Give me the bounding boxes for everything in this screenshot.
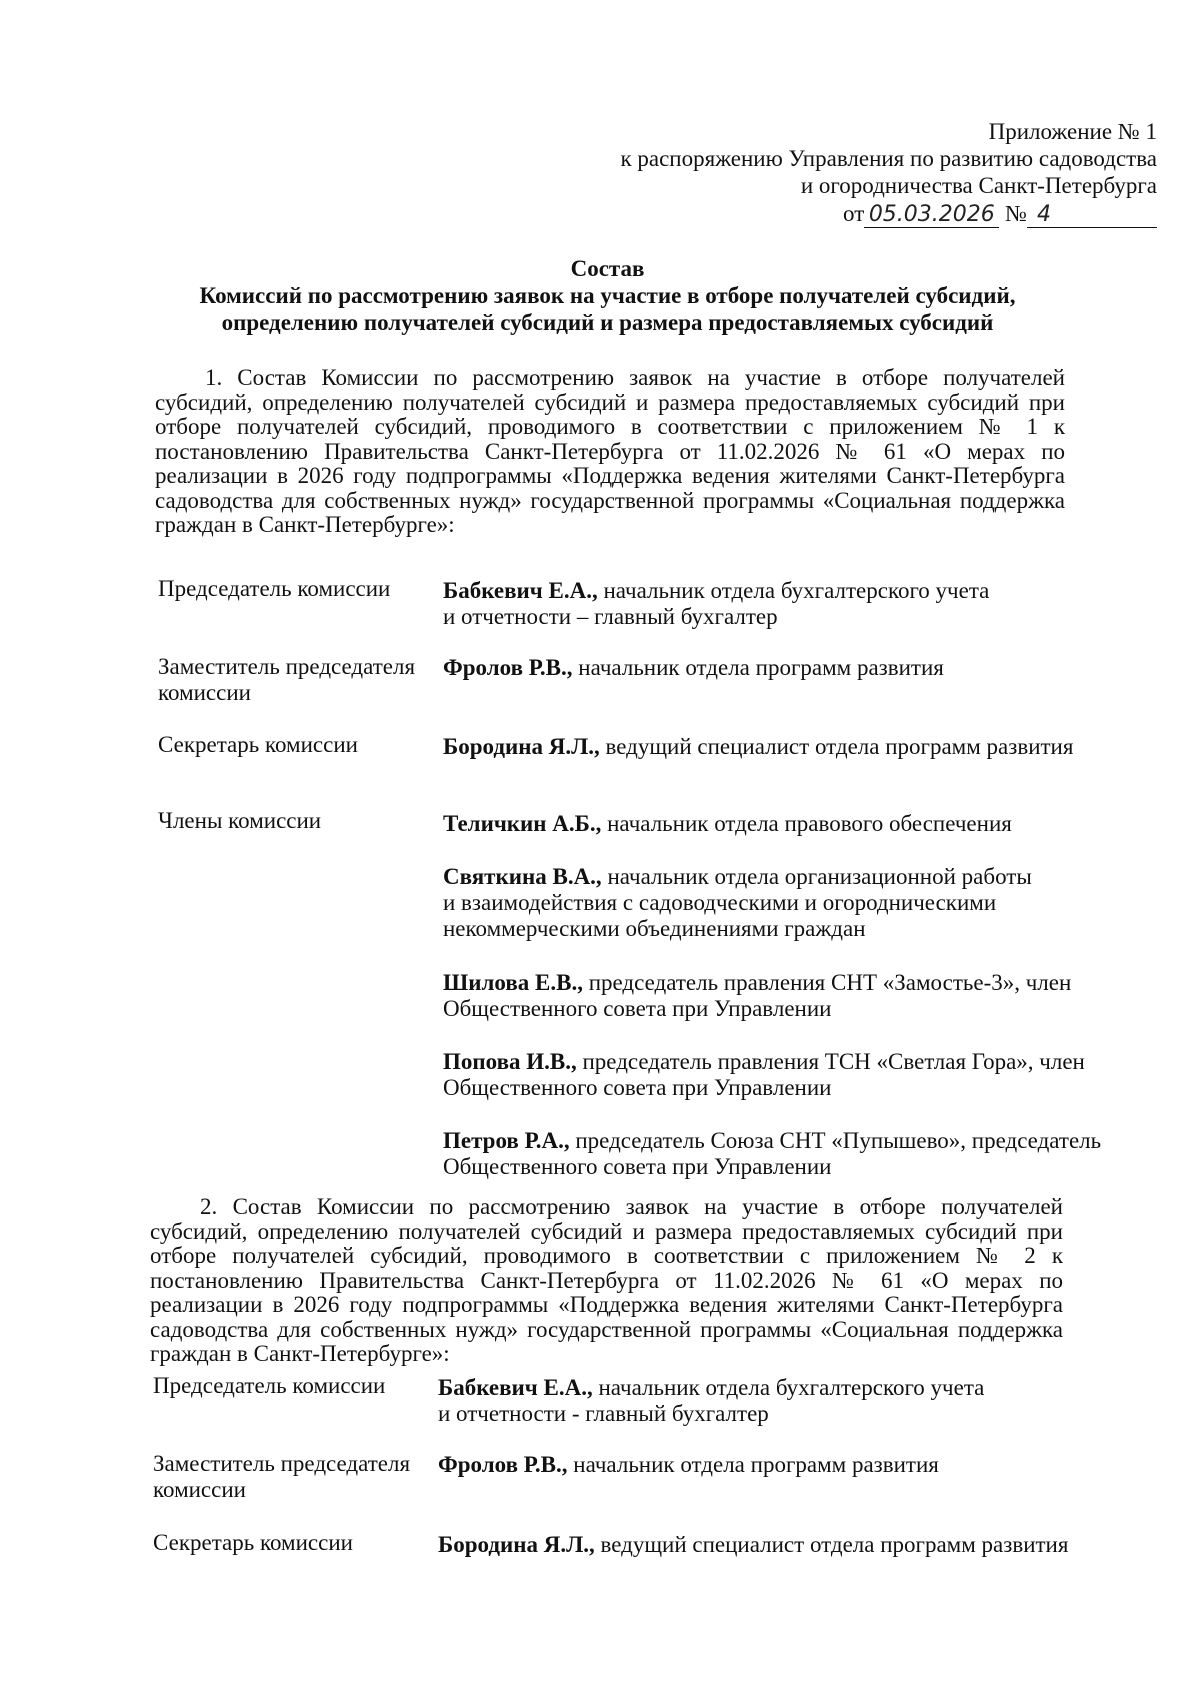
s2-chair-role: Председатель комиссии	[153, 1373, 386, 1398]
member-pos2: Общественного совета при Управлении	[443, 1075, 832, 1100]
s1-member-item	[443, 970, 1103, 1022]
s1-member-item	[443, 1128, 1103, 1180]
s2-chair-desc	[438, 1375, 1098, 1427]
appendix-order-ref: к распоряжению Управления по развитию садоводства	[620, 146, 1157, 171]
section-2-paragraph: 2. Состав Комиссии по рассмотрению заявок на участие в отборе получателей субсидий, определению получателей субсидий и размера предоставляемых субсидий при отборе получателей субсидий, проводимого в соответствии с приложением № 2 к постановлению Правительства Санкт-Петербурга от 11.02.2026 № 61 «О мерах по реализации в 2026 году подпрограммы «Поддержка ведения жителями Санкт-Петербурга садоводства для собственных нужд» государственной программы «Социальная поддержка граждан в Санкт-Петербурге»:	[150, 1194, 1063, 1366]
number-prefix: №	[1005, 201, 1027, 226]
member-pos1: начальник отдела правового обеспечения	[601, 811, 1012, 836]
date-prefix: от	[843, 201, 865, 226]
s2-deputy-pos: начальник отдела программ развития	[567, 1452, 939, 1477]
s2-secretary-desc	[438, 1532, 1098, 1558]
member-name: Петров Р.А.,	[443, 1128, 570, 1153]
s1-deputy-role-line1: Заместитель председателя	[158, 654, 416, 679]
s2-chair-name: Бабкевич Е.А.,	[438, 1375, 593, 1400]
s1-deputy-desc	[443, 655, 1103, 681]
s1-member-item	[443, 1049, 1103, 1101]
s1-chair-pos2: и отчетности – главный бухгалтер	[443, 604, 778, 629]
member-name: Святкина В.А.,	[443, 864, 602, 889]
member-pos2: Общественного совета при Управлении	[443, 996, 832, 1021]
s1-member-item	[443, 811, 1103, 837]
s2-deputy-name: Фролов Р.В.,	[438, 1452, 568, 1477]
s1-chair-role: Председатель комиссии	[158, 576, 391, 601]
member-pos1: председатель правления ТСН «Светлая Гора», член	[576, 1049, 1085, 1074]
s2-deputy-role-line2: комиссии	[153, 1477, 246, 1502]
s2-secretary-name: Бородина Я.Л.,	[438, 1532, 595, 1557]
member-pos1: председатель правления СНТ «Замостье-3», член	[582, 970, 1072, 995]
s2-deputy-desc	[438, 1452, 1098, 1478]
s1-chair-name: Бабкевич Е.А.,	[443, 578, 598, 603]
member-pos3: некоммерческими объединениями граждан	[443, 916, 866, 941]
title-heading: Состав	[570, 256, 645, 281]
s2-deputy-role	[153, 1451, 410, 1503]
member-pos2: и взаимодействия с садоводческими и огородническими	[443, 890, 997, 915]
s1-deputy-role	[158, 654, 415, 706]
s1-secretary-role: Секретарь комиссии	[158, 732, 358, 757]
s1-chair-desc	[443, 578, 1103, 630]
number-value: 4	[1027, 203, 1157, 228]
title-line-1: Комиссий по рассмотрению заявок на участие в отборе получателей субсидий,	[199, 283, 1016, 308]
s2-chair-pos2: и отчетности - главный бухгалтер	[438, 1401, 769, 1426]
title-line-2: определению получателей субсидий и размера предоставляемых субсидий	[221, 310, 994, 335]
appendix-date-line	[843, 200, 1157, 228]
member-pos1: начальник отдела организационной работы	[601, 864, 1032, 889]
s1-deputy-pos: начальник отдела программ развития	[572, 655, 944, 680]
s1-members-role: Члены комиссии	[158, 808, 322, 833]
s1-member-item	[443, 864, 1103, 942]
s1-deputy-role-line2: комиссии	[158, 680, 251, 705]
s2-secretary-pos: ведущий специалист отдела программ развития	[594, 1532, 1069, 1557]
s2-deputy-role-line1: Заместитель председателя	[153, 1451, 411, 1476]
appendix-org: и огородничества Санкт-Петербурга	[800, 173, 1157, 198]
s2-chair-pos1: начальник отдела бухгалтерского учета	[592, 1375, 985, 1400]
member-name: Шилова Е.В.,	[443, 970, 583, 995]
appendix-header	[457, 118, 1157, 228]
s2-secretary-role: Секретарь комиссии	[153, 1530, 353, 1555]
s1-secretary-name: Бородина Я.Л.,	[443, 734, 600, 759]
s1-secretary-desc	[443, 734, 1103, 760]
member-name: Теличкин А.Б.,	[443, 811, 602, 836]
s1-chair-pos1: начальник отдела бухгалтерского учета	[597, 578, 990, 603]
member-pos1: председатель Союза СНТ «Пупышево», председатель	[569, 1128, 1102, 1153]
s1-deputy-name: Фролов Р.В.,	[443, 655, 573, 680]
member-pos2: Общественного совета при Управлении	[443, 1154, 832, 1179]
s1-secretary-pos: ведущий специалист отдела программ развития	[599, 734, 1074, 759]
date-value: 05.03.2026	[864, 203, 999, 228]
appendix-number: Приложение № 1	[988, 119, 1157, 144]
section-1-paragraph: 1. Состав Комиссии по рассмотрению заявок на участие в отборе получателей субсидий, определению получателей субсидий и размера предоставляемых субсидий при отборе получателей субсидий, проводимого в соответствии с приложением № 1 к постановлению Правительства Санкт-Петербурга от 11.02.2026 № 61 «О мерах по реализации в 2026 году подпрограммы «Поддержка ведения жителями Санкт-Петербурга садоводства для собственных нужд» государственной программы «Социальная поддержка граждан в Санкт-Петербурге»:	[155, 365, 1065, 537]
document-title	[150, 255, 1065, 336]
member-name: Попова И.В.,	[443, 1049, 577, 1074]
